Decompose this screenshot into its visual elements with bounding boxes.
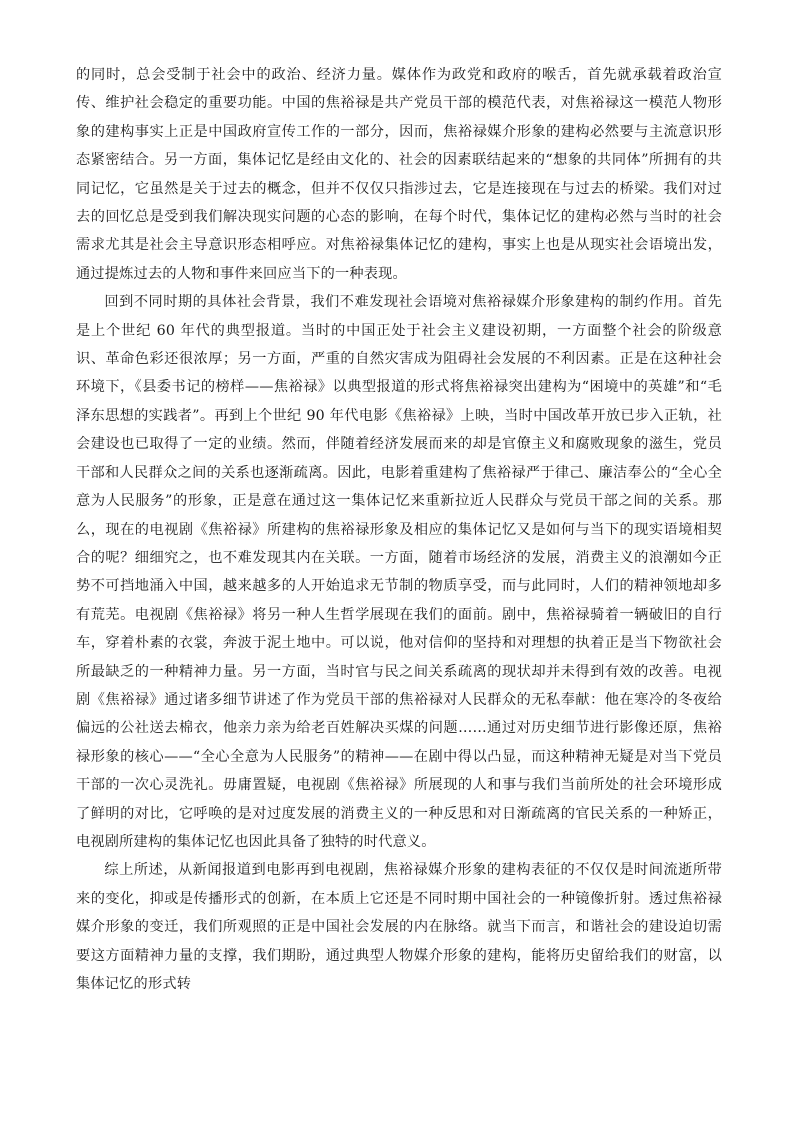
paragraph-social-context: 回到不同时期的具体社会背景，我们不难发现社会语境对焦裕禄媒介形象建构的制约作用。首先是上个世纪 60 年代的典型报道。当时的中国正处于社会主义建设初期，一方面整个社会的阶级意识、革命色彩还很浓厚；另一方面，严重的自然灾害成为阻碍社会发展的不利因素。正是在这种社会环境下，《县委书记的榜样——焦裕禄》以典型报道的形式将焦裕禄突出建构为“困境中的英雄”和“毛泽东思想的实践者”。再到上个世纪 90 年代电影《焦裕禄》上映，当时中国改革开放已步入正轨，社会建设也已取得了一定的业绩。然而，伴随着经济发展而来的却是官僚主义和腐败现象的滋生，党员干部和人民群众之间的关系也逐渐疏离。因此，电影着重建构了焦裕禄严于律己、廉洁奉公的“全心全意为人民服务”的形象，正是意在通过这一集体记忆来重新拉近人民群众与党员干部之间的关系。那么，现在的电视剧《焦裕禄》所建构的焦裕禄形象及相应的集体记忆又是如何与当下的现实语境相契合的呢？细细究之，也不难发现其内在关联。一方面，随着市场经济的发展，消费主义的浪潮如今正势不可挡地涌入中国，越来越多的人开始追求无节制的物质享受，而与此同时，人们的精神领地却多有荒芜。电视剧《焦裕禄》将另一种人生哲学展现在我们的面前。剧中，焦裕禄骑着一辆破旧的自行车，穿着朴素的衣裳，奔波于泥土地中。可以说，他对信仰的坚持和对理想的执着正是当下物欲社会所最缺乏的一种精神力量。另一方面，当时官与民之间关系疏离的现状却并未得到有效的改善。电视剧《焦裕禄》通过诸多细节讲述了作为党员干部的焦裕禄对人民群众的无私奉献：他在寒冷的冬夜给偏远的公社送去棉衣，他亲力亲为给老百姓解决买煤的问题……通过对历史细节进行影像还原，焦裕禄形象的核心——“全心全意为人民服务”的精神——在剧中得以凸显，而这种精神无疑是对当下党员干部的一次心灵洗礼。毋庸置疑，电视剧《焦裕禄》所展现的人和事与我们当前所处的社会环境形成了鲜明的对比，它呼唤的是对过度发展的消费主义的一种反思和对日渐疏离的官民关系的一种矫正，电视剧所建构的集体记忆也因此具备了独特的时代意义。 — [76, 294, 722, 850]
paragraph-conclusion: 综上所述，从新闻报道到电影再到电视剧，焦裕禄媒介形象的建构表征的不仅仅是时间流逝所带来的变化，抑或是传播形式的创新，在本质上它还是不同时期中国社会的一种镜像折射。透过焦裕禄媒介形象的变迁，我们所观照的正是中国社会发展的内在脉络。就当下而言，和谐社会的建设迫切需要这方面精神力量的支撑，我们期盼，通过典型人物媒介形象的建构，能将历史留给我们的财富，以集体记忆的形式转 — [76, 862, 722, 992]
paragraph-continuation: 的同时，总会受制于社会中的政治、经济力量。媒体作为政党和政府的喉舌，首先就承载着政治宣传、维护社会稳定的重要功能。中国的焦裕禄是共产党员干部的模范代表，对焦裕禄这一模范人物形象的建构事实上正是中国政府宣传工作的一部分，因而，焦裕禄媒介形象的建构必然要与主流意识形态紧密结合。另一方面，集体记忆是经由文化的、社会的因素联结起来的“想象的共同体”所拥有的共同记忆，它虽然是关于过去的概念，但并不仅仅只指涉过去，它是连接现在与过去的桥梁。我们对过去的回忆总是受到我们解决现实问题的心态的影响，在每个时代，集体记忆的建构必然与当时的社会需求尤其是社会主导意识形态相呼应。对焦裕禄集体记忆的建构，事实上也是从现实社会语境出发，通过提炼过去的人物和事件来回应当下的一种表现。 — [76, 67, 722, 282]
document-page — [76, 61, 722, 998]
